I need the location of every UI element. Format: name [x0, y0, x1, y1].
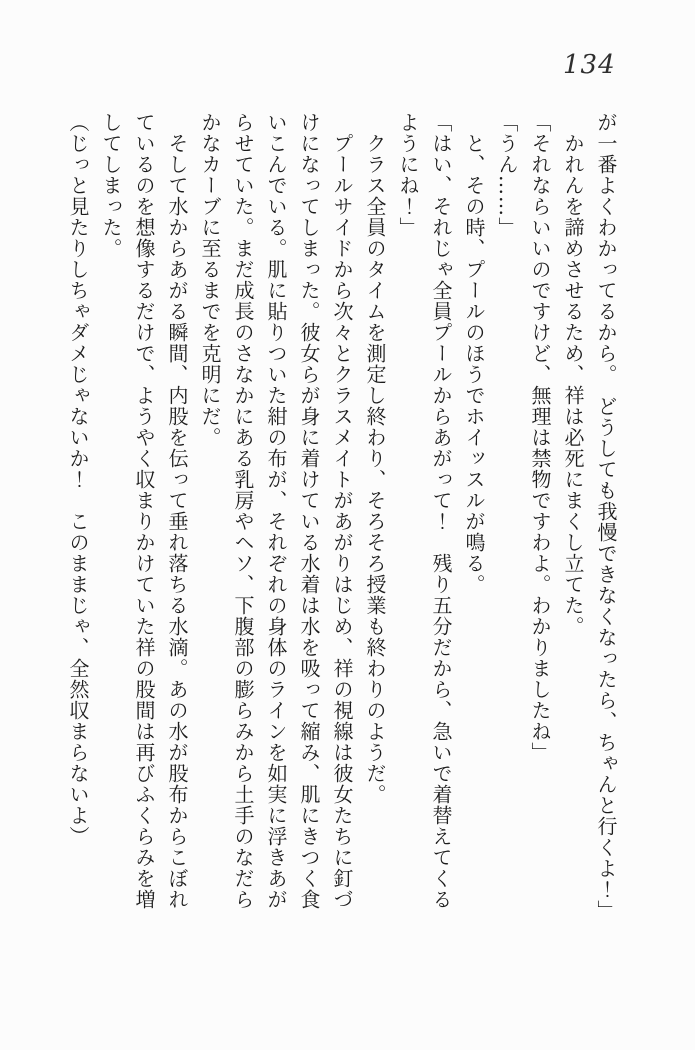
text-line: いこんでいる。肌に貼りついた紺の布が、それぞれの身体のラインを如実に浮きあが — [264, 112, 288, 910]
text-line: かれんを諦めさせるため、祥は必死にまくし立てた。 — [561, 112, 585, 637]
text-line: らせていた。まだ成長のさなかにある乳房やヘソ、下腹部の膨らみから土手のなだら — [231, 112, 255, 910]
text-line: プールサイドから次々とクラスメイトがあがりはじめ、祥の視線は彼女たちに釘づ — [330, 112, 354, 910]
text-line: かなカーブに至るまでを克明にだ。 — [198, 112, 222, 448]
page-number: 134 — [563, 50, 616, 80]
text-line: 「うん……」 — [495, 112, 519, 238]
text-line: クラス全員のタイムを測定し終わり、そろそろ授業も終わりのようだ。 — [363, 112, 387, 805]
text-line: けになってしまった。彼女らが身に着けている水着は水を吸って縮み、肌にきつく食 — [297, 112, 321, 910]
text-line: そして水からあがる瞬間、内股を伝って垂れ落ちる水滴。あの水が股布からこぼれ — [165, 112, 189, 910]
text-line: してしまった。 — [99, 112, 123, 259]
text-line: ようにね！」 — [396, 112, 420, 238]
text-line: ているのを想像するだけで、ようやく収まりかけていた祥の股間は再びふくらみを増 — [132, 112, 156, 910]
text-line: が一番よくわかってるから。 どうしても我慢できなくなったら、ちゃんと行くよ！」 — [594, 112, 618, 921]
text-block — [60, 112, 622, 952]
text-line: 「はい、それじゃ全員プールからあがって！ 残り五分だから、急いで着替えてくる — [429, 112, 453, 910]
text-line: 「それならいいのですけど、無理は禁物ですわよ。わかりましたね」 — [528, 112, 552, 763]
text-line: と、その時、プールのほうでホイッスルが鳴る。 — [462, 112, 486, 595]
text-line: （じっと見たりしちゃダメじゃないか！ このままじゃ、全然収まらないよ） — [66, 112, 90, 847]
